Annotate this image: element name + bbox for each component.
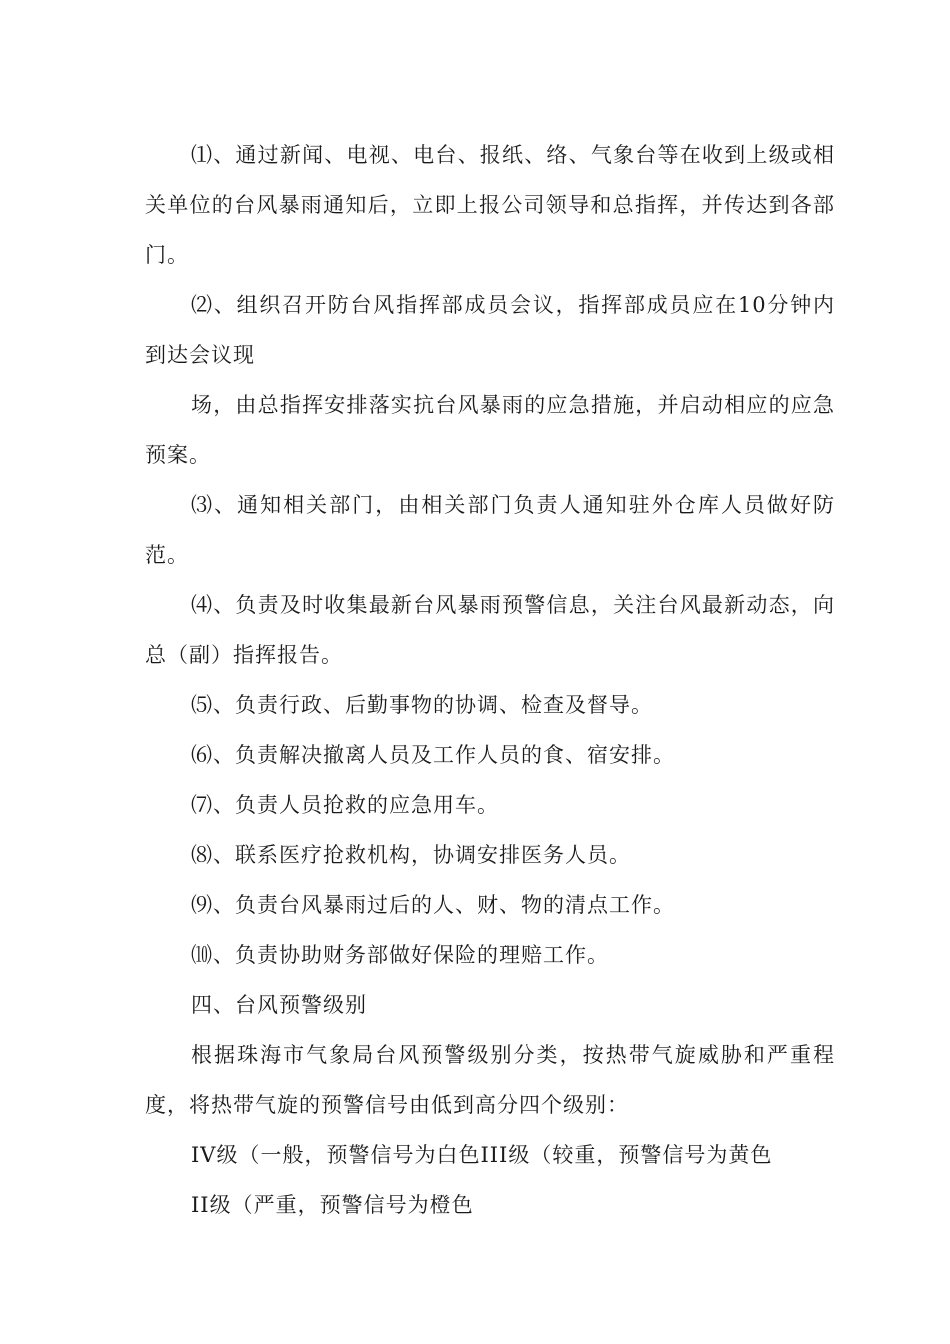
paragraph-warning-levels-1: IV级（一般，预警信号为白色III级（较重，预警信号为黄色 [191,1143,773,1167]
paragraph-item-1: ⑴、通过新闻、电视、电台、报纸、络、气象台等在收到上级或相关单位的台风暴雨通知后，立即上报公司领导和总指挥，并传达到各部门。 [145,143,835,267]
paragraph-item-3: ⑶、通知相关部门，由相关部门负责人通知驻外仓库人员做好防范。 [145,493,835,567]
paragraph-item-10: ⑽、负责协助财务部做好保险的理赔工作。 [191,943,609,967]
paragraph-item-5: ⑸、负责行政、后勤事物的协调、检查及督导。 [191,693,653,717]
paragraph-item-8: ⑻、联系医疗抢救机构，协调安排医务人员。 [191,843,631,867]
paragraph-warning-levels-2: II级（严重，预警信号为橙色 [191,1193,474,1217]
paragraph-warning-intro: 根据珠海市气象局台风预警级别分类，按热带气旋威胁和严重程度，将热带气旋的预警信号由低到高分四个级别： [145,1043,835,1117]
paragraph-item-9: ⑼、负责台风暴雨过后的人、财、物的清点工作。 [191,893,675,917]
document-body [145,130,835,1230]
paragraph-item-2-continued: 场，由总指挥安排落实抗台风暴雨的应急措施，并启动相应的应急预案。 [145,393,835,467]
paragraph-item-2: ⑵、组织召开防台风指挥部成员会议，指挥部成员应在10分钟内到达会议现 [145,293,835,367]
paragraph-item-7: ⑺、负责人员抢救的应急用车。 [191,793,499,817]
paragraph-item-6: ⑹、负责解决撤离人员及工作人员的食、宿安排。 [191,743,675,767]
section-heading: 四、台风预警级别 [191,993,367,1017]
paragraph-item-4: ⑷、负责及时收集最新台风暴雨预警信息，关注台风最新动态，向总（副）指挥报告。 [145,593,835,667]
